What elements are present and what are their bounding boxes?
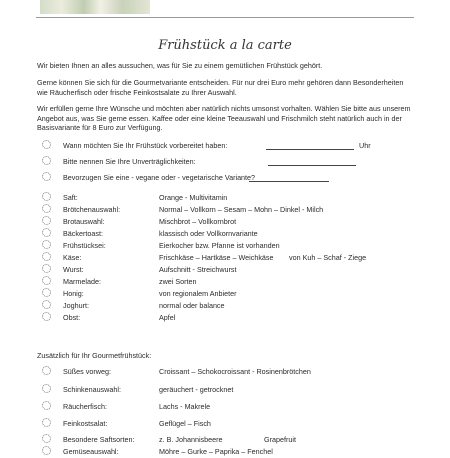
checkbox[interactable]	[42, 252, 51, 261]
header-photo-strip	[40, 0, 150, 14]
item-value: Aufschnitt - Streichwurst	[159, 265, 237, 274]
item-label: Joghurt:	[63, 301, 89, 310]
item-value: Normal – Vollkorn – Sesam – Mohn – Dinkel - Milch	[159, 205, 324, 214]
checkbox[interactable]	[42, 228, 51, 237]
item-value: zwei Sorten	[159, 277, 197, 286]
list-item	[42, 446, 430, 458]
item-value: Möhre – Gurke – Paprika – Fenchel	[159, 447, 273, 456]
question-label: Bevorzugen Sie eine - vegane oder - vegetarische Variante?	[63, 173, 256, 182]
intro-paragraph-2: Gerne können Sie sich für die Gourmetvariante entscheiden. Für nur drei Euro mehr gehören dann Besonderheiten wie Räucherfisch oder frische Feinkostsalate zu Ihrer Auswahl.	[37, 78, 404, 97]
item-extra: von Kuh – Schaf - Ziege	[289, 253, 367, 262]
item-label: Gemüseauswahl:	[63, 447, 119, 456]
item-value: Eierkocher bzw. Pfanne ist vorhanden	[159, 241, 280, 250]
item-value: Frischkäse – Hartkäse – Weichkäse	[159, 253, 274, 262]
list-item	[42, 252, 430, 264]
item-value: klassisch oder Vollkornvariante	[159, 229, 258, 238]
intro-paragraph-3: Wir erfüllen gerne Ihre Wünsche und möchten aber natürlich nichts umsonst vorhalten. Wählen Sie bitte aus unserem Angebot aus, was Sie gerne essen. Kaffee oder eine kleine Teeauswahl und Frischmilch steht natürlich auch in der Basisvariante für 8 Euro zur Verfügung.	[37, 104, 411, 133]
checkbox[interactable]	[42, 434, 51, 443]
gourmet-section-title: Zusätzlich für Ihr Gourmetfrühstück:	[37, 351, 152, 360]
checkbox[interactable]	[42, 366, 51, 375]
item-value: Orange - Multivitamin	[159, 193, 228, 202]
item-label: Feinkostsalat:	[63, 419, 108, 428]
page-title: Frühstück a la carte	[158, 38, 292, 53]
item-extra: Grapefruit	[264, 435, 296, 444]
item-value: geräuchert - getrocknet	[159, 385, 234, 394]
question-row-vegan	[42, 172, 430, 184]
item-value: Mischbrot – Vollkornbrot	[159, 217, 237, 226]
list-item	[42, 300, 430, 312]
item-label: Räucherfisch:	[63, 402, 107, 411]
checkbox[interactable]	[42, 288, 51, 297]
item-value: z. B. Johannisbeere	[159, 435, 223, 444]
intro-paragraph-1: Wir bieten Ihnen an alles aussuchen, was für Sie zu einem gemütlichen Frühstück gehört.	[37, 61, 323, 70]
item-label: Süßes vorweg:	[63, 367, 111, 376]
answer-line[interactable]	[268, 165, 356, 166]
checkbox[interactable]	[42, 312, 51, 321]
checkbox[interactable]	[42, 140, 51, 149]
list-item	[42, 434, 430, 446]
question-row-time	[42, 140, 430, 152]
list-item	[42, 312, 430, 324]
item-label: Saft:	[63, 193, 78, 202]
checkbox[interactable]	[42, 418, 51, 427]
checkbox[interactable]	[42, 264, 51, 273]
question-label: Bitte nennen Sie Ihre Unverträglichkeiten:	[63, 157, 196, 166]
list-item	[42, 384, 430, 396]
item-label: Bäckertoast:	[63, 229, 103, 238]
list-item	[42, 204, 430, 216]
list-item	[42, 418, 430, 430]
list-item	[42, 192, 430, 204]
item-value: normal oder balance	[159, 301, 225, 310]
item-label: Marmelade:	[63, 277, 101, 286]
checkbox[interactable]	[42, 204, 51, 213]
item-label: Schinkenauswahl:	[63, 385, 121, 394]
item-value: von regionalem Anbieter	[159, 289, 237, 298]
item-value: Croissant – Schokocroissant - Rosinenbrötchen	[159, 367, 311, 376]
item-label: Honig:	[63, 289, 84, 298]
item-label: Besondere Saftsorten:	[63, 435, 135, 444]
list-item	[42, 228, 430, 240]
checkbox[interactable]	[42, 446, 51, 455]
checkbox[interactable]	[42, 240, 51, 249]
checkbox[interactable]	[42, 156, 51, 165]
checkbox[interactable]	[42, 276, 51, 285]
unit-label: Uhr	[359, 141, 371, 150]
item-value: Apfel	[159, 313, 176, 322]
question-label: Wann möchten Sie Ihr Frühstück vorbereitet haben:	[63, 141, 228, 150]
item-value: Lachs - Makrele	[159, 402, 211, 411]
checkbox[interactable]	[42, 300, 51, 309]
question-row-intolerances	[42, 156, 430, 168]
item-label: Frühstücksei:	[63, 241, 106, 250]
checkbox[interactable]	[42, 384, 51, 393]
list-item	[42, 264, 430, 276]
list-item	[42, 216, 430, 228]
list-item	[42, 240, 430, 252]
list-item	[42, 401, 430, 413]
item-label: Brotauswahl:	[63, 217, 105, 226]
list-item	[42, 366, 430, 378]
answer-line[interactable]	[266, 149, 354, 150]
item-label: Wurst:	[63, 265, 84, 274]
list-item	[42, 276, 430, 288]
item-label: Obst:	[63, 313, 81, 322]
item-value: Geflügel – Fisch	[159, 419, 211, 428]
list-item	[42, 288, 430, 300]
checkbox[interactable]	[42, 216, 51, 225]
item-label: Brötchenauswahl:	[63, 205, 121, 214]
checkbox[interactable]	[42, 172, 51, 181]
item-label: Käse:	[63, 253, 82, 262]
answer-line[interactable]	[249, 181, 329, 182]
checkbox[interactable]	[42, 401, 51, 410]
header-divider	[36, 17, 414, 18]
checkbox[interactable]	[42, 192, 51, 201]
